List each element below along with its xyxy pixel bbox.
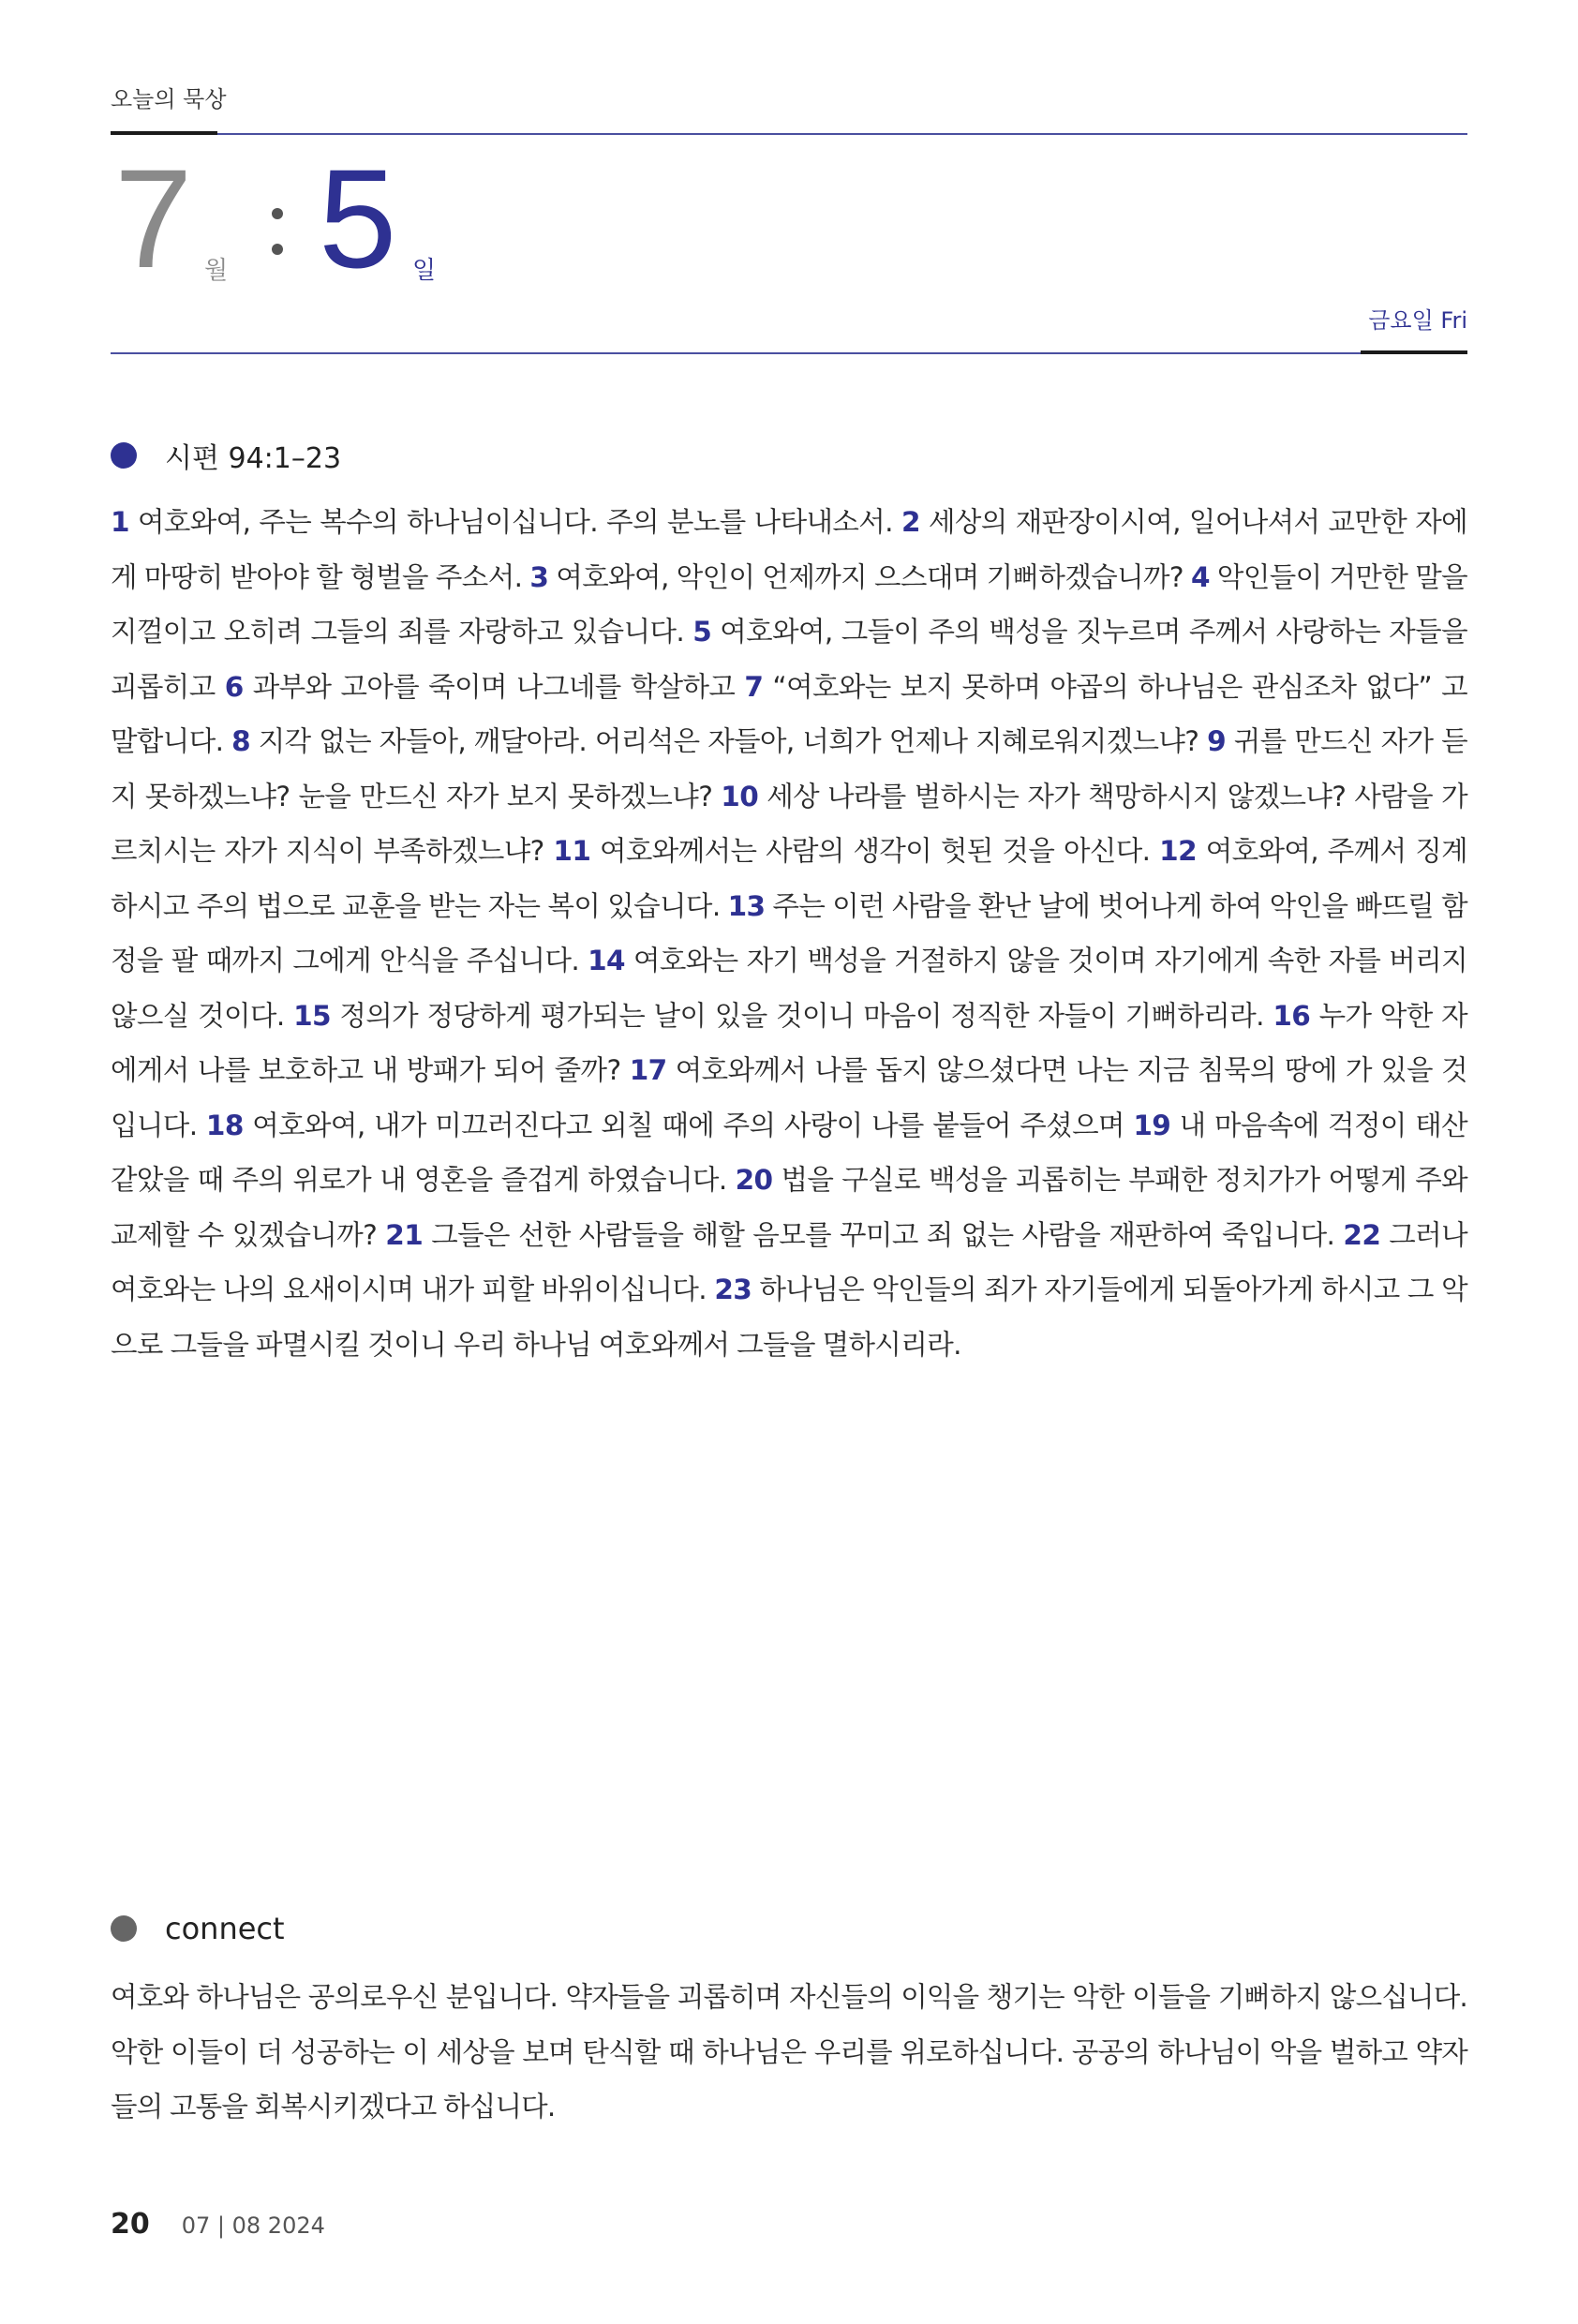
verse-number: 5 — [692, 616, 712, 648]
verse-text: 그들은 선한 사람들을 해할 음모를 꾸미고 죄 없는 사람을 재판하여 죽입니다. — [423, 1218, 1344, 1251]
top-divider — [111, 133, 1467, 135]
verse-number: 17 — [629, 1054, 667, 1086]
weekday-label: 금요일 Fri — [1368, 307, 1467, 334]
verse-text: 지각 없는 자들아, 깨달아라. 어리석은 자들아, 너희가 언제나 지혜로워지겠느냐? — [250, 725, 1208, 757]
verse-number: 6 — [224, 670, 244, 703]
date-day-unit: 일 — [412, 257, 437, 285]
verse-number: 22 — [1343, 1218, 1381, 1251]
verse-text: 여호와여, 악인이 언제까지 으스대며 기뻐하겠습니까? — [548, 560, 1191, 593]
header-divider — [111, 352, 1467, 354]
verse-text: 정의가 정당하게 평가되는 날이 있을 것이니 마음이 정직한 자들이 기뻐하리라. — [330, 999, 1273, 1032]
verse-number: 3 — [529, 560, 549, 593]
top-divider-accent — [111, 131, 217, 135]
verse-text: 여호와여, 주는 복수의 하나님이십니다. 주의 분노를 나타내소서. — [128, 506, 901, 538]
date-month: 7 — [114, 140, 193, 297]
verse-number: 23 — [714, 1274, 752, 1305]
scripture-heading — [111, 439, 342, 475]
section-label: 오늘의 묵상 — [111, 86, 227, 112]
verse-text: 여호와는 자기 백성을 거절하지 않을 것이며 자기에게 속한 자를 버리지 않으실 것이다. — [111, 945, 1467, 1032]
scripture-reference: 시편 94:1–23 — [165, 442, 342, 475]
page-number: 20 — [111, 2208, 150, 2241]
date-separator — [272, 199, 285, 266]
verse-text: 하나님은 악인들의 죄가 자기들에게 되돌아가게 하시고 그 악으로 그들을 파멸시킬 것이니 우리 하나님 여호와께서 그들을 멸하시리라. — [111, 1274, 1467, 1361]
verse-number: 13 — [727, 889, 766, 922]
verse-number: 9 — [1207, 725, 1227, 757]
verse-text: 여호와께서 나를 돕지 않으셨다면 나는 지금 침묵의 땅에 가 있을 것입니다. — [111, 1054, 1467, 1141]
verse-text: 여호와여, 그들이 주의 백성을 짓누르며 주께서 사랑하는 자들을 괴롭히고 — [111, 616, 1467, 703]
issue-date: 07 | 08 2024 — [181, 2212, 325, 2239]
verse-number: 7 — [744, 670, 764, 703]
verse-number: 2 — [901, 506, 920, 538]
verse-text: 누가 악한 자에게서 나를 보호하고 내 방패가 되어 줄까? — [111, 999, 1467, 1086]
connect-text: 여호와 하나님은 공의로우신 분입니다. 약자들을 괴롭히며 자신들의 이익을 챙기는 악한 이들을 기뻐하지 않으십니다. 악한 이들이 더 성공하는 이 세상을 보며 탄식할 때 하나님은 우리를 위로하십니다. 공공의 하나님이 악을 벌하고 약자들의 고통을 회복시키겠다고 하십니다. — [111, 1981, 1467, 2123]
verse-text: 주는 이런 사람을 환난 날에 벗어나게 하여 악인을 빠뜨릴 함정을 팔 때까지 그에게 안식을 주십니다. — [111, 889, 1467, 976]
verse-text: 과부와 고아를 죽이며 나그네를 학살하고 — [243, 670, 745, 703]
verse-text: 귀를 만드신 자가 듣지 못하겠느냐? 눈을 만드신 자가 보지 못하겠느냐? — [111, 725, 1467, 812]
verse-text: “여호와는 보지 못하며 야곱의 하나님은 관심조차 없다” 고 말합니다. — [111, 670, 1468, 757]
connect-heading — [111, 1912, 285, 1945]
verse-text: 악인들이 거만한 말을 지껄이고 오히려 그들의 죄를 자랑하고 있습니다. — [111, 560, 1468, 648]
verse-text: 세상의 재판장이시여, 일어나셔서 교만한 자에게 마땅히 받아야 할 형벌을 주소서. — [111, 506, 1467, 593]
verse-number: 14 — [588, 945, 625, 976]
verse-text: 여호와께서는 사람의 생각이 헛된 것을 아신다. — [590, 835, 1160, 867]
date-month-unit: 월 — [204, 257, 229, 285]
verse-number: 19 — [1133, 1109, 1171, 1141]
verse-text: 세상 나라를 벌하시는 자가 책망하시지 않겠느냐? 사람을 가르치시는 자가 지식이 부족하겠느냐? — [111, 780, 1468, 867]
verse-number: 16 — [1273, 999, 1311, 1032]
verse-text: 법을 구실로 백성을 괴롭히는 부패한 정치가가 어떻게 주와 교제할 수 있겠습니까? — [111, 1164, 1467, 1251]
page-footer — [111, 2208, 325, 2241]
scripture-bullet-icon — [111, 442, 137, 469]
verse-text: 내 마음속에 걱정이 태산 같았을 때 주의 위로가 내 영혼을 즐겁게 하였습니다. — [111, 1109, 1467, 1196]
connect-bullet-icon — [111, 1915, 137, 1942]
scripture-text — [111, 495, 1467, 1372]
verse-text: 여호와여, 주께서 징계하시고 주의 법으로 교훈을 받는 자는 복이 있습니다. — [111, 835, 1468, 922]
verse-number: 4 — [1190, 560, 1210, 593]
connect-title: connect — [165, 1911, 285, 1946]
verse-number: 12 — [1159, 835, 1197, 867]
date-day: 5 — [319, 140, 397, 297]
verse-number: 21 — [385, 1218, 424, 1251]
verse-number: 8 — [231, 725, 250, 757]
verse-number: 1 — [111, 506, 129, 538]
verse-text: 여호와여, 내가 미끄러진다고 외칠 때에 주의 사랑이 나를 붙들어 주셨으며 — [243, 1109, 1134, 1141]
header-divider-accent — [1361, 350, 1467, 354]
verse-number: 11 — [553, 835, 591, 867]
verse-number: 10 — [721, 780, 759, 812]
verse-text: 그러나 여호와는 나의 요새이시며 내가 피할 바위이십니다. — [111, 1218, 1467, 1305]
verse-number: 18 — [205, 1109, 244, 1141]
verse-number: 15 — [293, 999, 331, 1032]
verse-number: 20 — [735, 1164, 773, 1196]
